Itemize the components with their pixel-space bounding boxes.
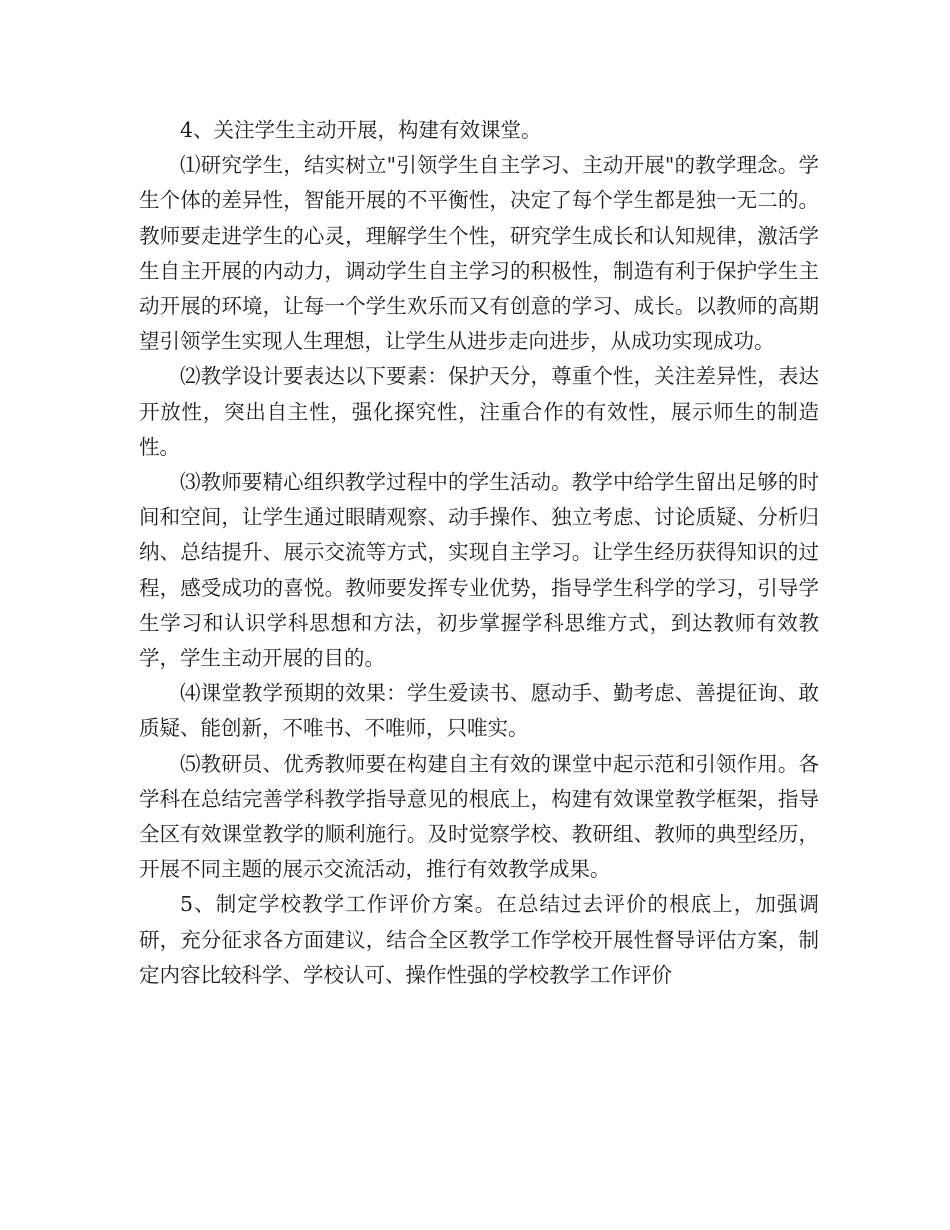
paragraph-subitem-1: ⑴研究学生，结实树立"引领学生自主学习、主动开展"的教学理念。学生个体的差异性，智能开展的不平衡性，决定了每个学生都是独一无二的。教师要走进学生的心灵，理解学生个性，研究学生成长和认知规律，激活学生自主开展的内动力，调动学生自主学习的积极性，制造有利于保护学生主动开展的环境，让每一个学生欢乐而又有创意的学习、成长。以教师的高期望引领学生实现人生理想，让学生从进步走向进步，从成功实现成功。 [139, 153, 819, 354]
paragraph-subitem-2: ⑵教学设计要表达以下要素：保护天分，尊重个性，关注差异性，表达开放性，突出自主性，强化探究性，注重合作的有效性，展示师生的制造性。 [139, 364, 819, 459]
paragraph-subitem-5: ⑸教研员、优秀教师要在构建自主有效的课堂中起示范和引领作用。各学科在总结完善学科教学指导意见的根底上，构建有效课堂教学框架，指导全区有效课堂教学的顺利施行。及时觉察学校、教研组、教师的典型经历，开展不同主题的展示交流活动，推行有效教学成果。 [139, 751, 819, 882]
paragraph-item-5: 5、制定学校教学工作评价方案。在总结过去评价的根底上，加强调研，充分征求各方面建议，结合全区教学工作学校开展性督导评估方案，制定内容比较科学、学校认可、操作性强的学校教学工作评价 [139, 892, 819, 987]
paragraph-item-4: 4、关注学生主动开展，构建有效课堂。 [180, 118, 542, 142]
document-body [139, 113, 819, 993]
paragraph-subitem-3: ⑶教师要精心组织教学过程中的学生活动。教学中给学生留出足够的时间和空间，让学生通过眼睛观察、动手操作、独立考虑、讨论质疑、分析归纳、总结提升、展示交流等方式，实现自主学习。让学生经历获得知识的过程，感受成功的喜悦。教师要发挥专业优势，指导学生科学的学习，引导学生学习和认识学科思想和方法，初步掌握学科思维方式，到达教师有效教学，学生主动开展的目的。 [139, 470, 819, 671]
paragraph-subitem-4: ⑷课堂教学预期的效果：学生爱读书、愿动手、勤考虑、善提征询、敢质疑、能创新，不唯书、不唯师，只唯实。 [139, 681, 819, 741]
